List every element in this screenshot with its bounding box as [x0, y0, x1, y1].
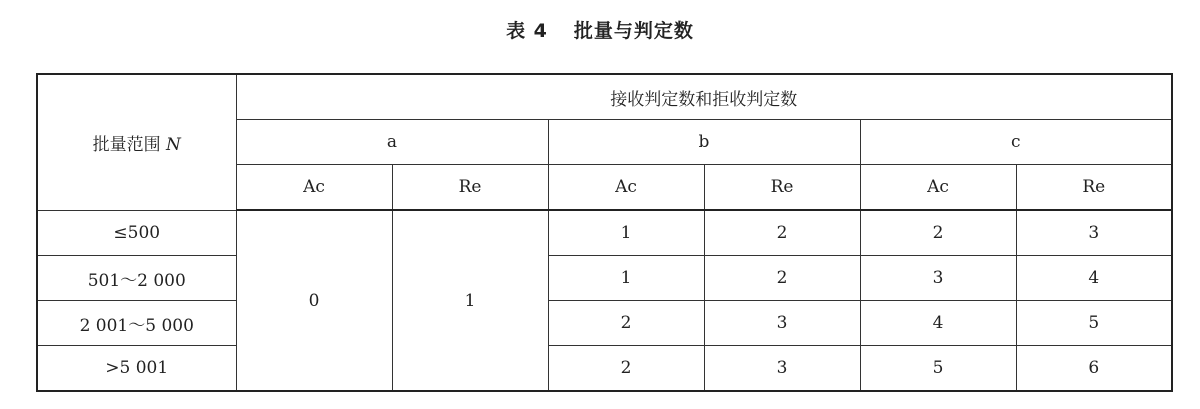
batch-range-header [37, 74, 236, 210]
table-row [37, 256, 1172, 301]
group-c-header: c [860, 120, 1172, 165]
c-ac-cell: 4 [860, 301, 1016, 346]
b-ac-header: Ac [548, 165, 704, 211]
c-re-cell: 6 [1016, 346, 1172, 392]
c-ac-cell: 3 [860, 256, 1016, 301]
c-ac-header: Ac [860, 165, 1016, 211]
b-ac-cell: 2 [548, 301, 704, 346]
c-re-header: Re [1016, 165, 1172, 211]
table-row [37, 346, 1172, 392]
table-caption: 批量与判定数 [573, 20, 694, 42]
group-b-header: b [548, 120, 860, 165]
c-re-cell: 3 [1016, 210, 1172, 256]
b-re-cell: 3 [704, 301, 860, 346]
b-re-header: Re [704, 165, 860, 211]
batch-range-cell: ≤500 [37, 210, 236, 256]
acceptance-rejection-header: 接收判定数和拒收判定数 [236, 74, 1172, 120]
c-ac-cell: 5 [860, 346, 1016, 392]
b-ac-cell: 1 [548, 210, 704, 256]
c-ac-cell: 2 [860, 210, 1016, 256]
batch-range-symbol: N [166, 134, 181, 155]
c-re-cell: 5 [1016, 301, 1172, 346]
header-row-1 [37, 74, 1172, 120]
table-title [0, 16, 1200, 43]
b-ac-cell: 2 [548, 346, 704, 392]
a-ac-header: Ac [236, 165, 392, 211]
table-number: 表 4 [506, 20, 548, 42]
batch-range-cell: 501～2 000 [37, 256, 236, 301]
batch-range-cell: 2 001～5 000 [37, 301, 236, 346]
a-ac-cell: 0 [236, 210, 392, 391]
b-re-cell: 2 [704, 256, 860, 301]
group-a-header: a [236, 120, 548, 165]
b-re-cell: 2 [704, 210, 860, 256]
b-re-cell: 3 [704, 346, 860, 392]
batch-range-label: 批量范围 [92, 134, 161, 155]
table-row [37, 301, 1172, 346]
b-ac-cell: 1 [548, 256, 704, 301]
batch-decision-table [36, 73, 1173, 392]
a-re-cell: 1 [392, 210, 548, 391]
c-re-cell: 4 [1016, 256, 1172, 301]
table-row [37, 210, 1172, 256]
a-re-header: Re [392, 165, 548, 211]
batch-range-cell: >5 001 [37, 346, 236, 392]
